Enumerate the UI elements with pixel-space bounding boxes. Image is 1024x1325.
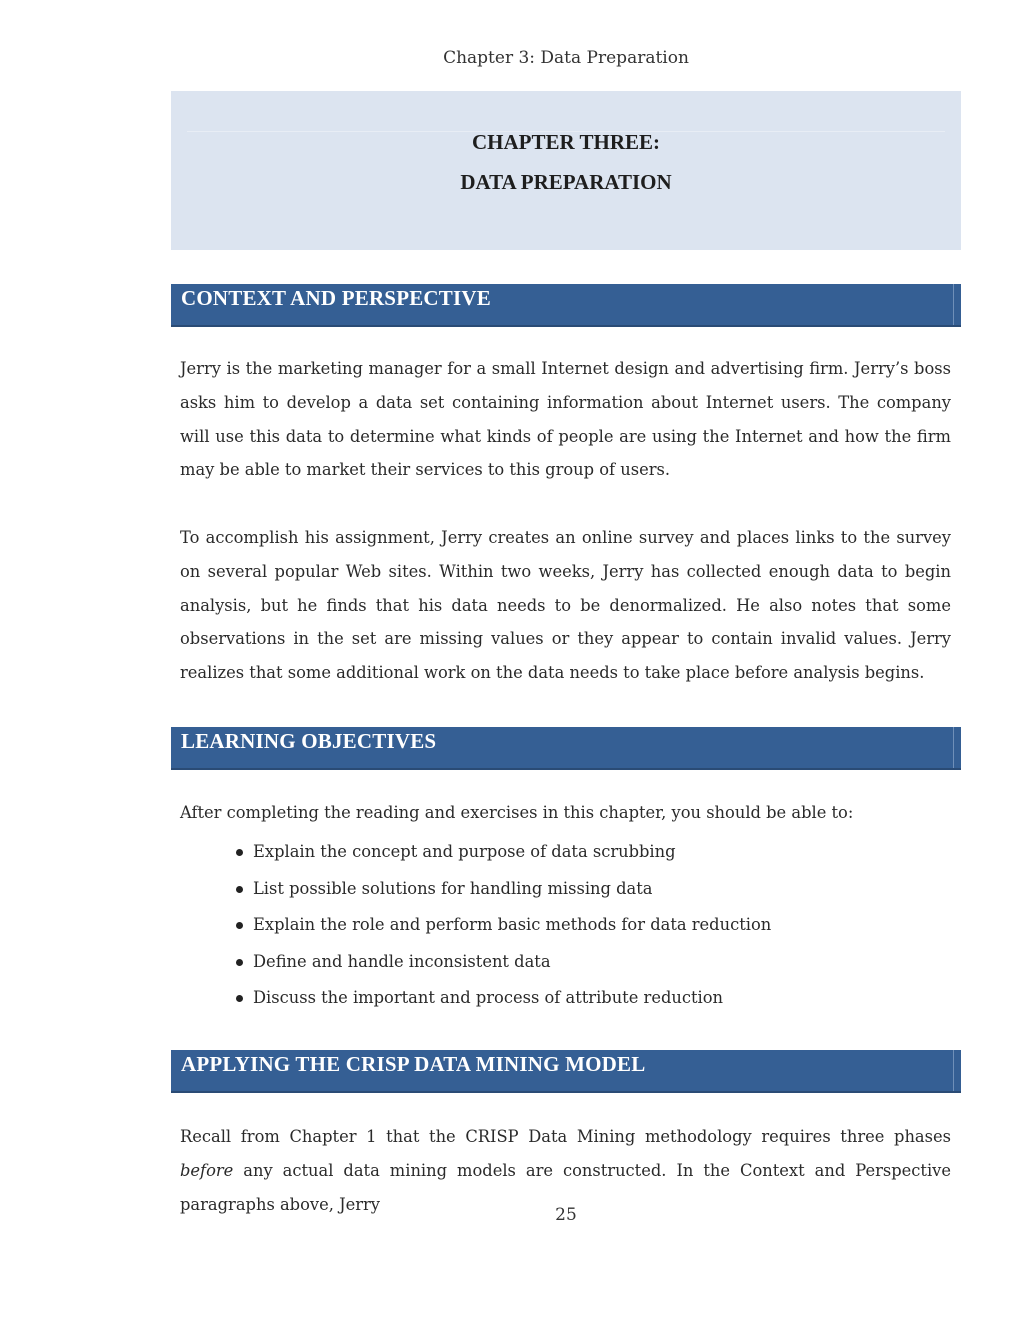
list-item: [236, 944, 936, 981]
chapter-number-title: CHAPTER THREE:: [471, 130, 661, 154]
objectives-intro: After completing the reading and exercises in this chapter, you should be able to:: [180, 803, 854, 822]
section-title: LEARNING OBJECTIVES: [181, 729, 437, 753]
decorative-rule: [953, 284, 954, 325]
bullet-icon: [236, 922, 243, 929]
page-number: 25: [555, 1205, 577, 1225]
paragraph-text: Recall from Chapter 1 that the CRISP Data Mining methodology requires three phases: [180, 1127, 951, 1146]
decorative-rule: [953, 727, 954, 768]
list-item-text: Explain the concept and purpose of data scrubbing: [253, 842, 676, 861]
list-item-text: Explain the role and perform basic methods for data reduction: [253, 915, 772, 935]
section-title: APPLYING THE CRISP DATA MINING MODEL: [181, 1052, 646, 1076]
list-item-text: Discuss the important and process of attribute reduction: [253, 988, 724, 1008]
list-item: [236, 834, 936, 871]
section-header-context: [171, 284, 961, 327]
bullet-icon: [236, 995, 243, 1002]
objectives-list: [236, 834, 936, 1017]
list-item: [236, 907, 936, 944]
section-title: CONTEXT AND PERSPECTIVE: [181, 286, 491, 310]
section-header-objectives: [171, 727, 961, 770]
list-item: [236, 980, 936, 1017]
running-header: Chapter 3: Data Preparation: [443, 48, 689, 68]
paragraph-text: any actual data mining models are constructed. In the Context and Perspective paragraphs above, Jerry: [180, 1160, 951, 1214]
decorative-rule: [953, 1050, 954, 1091]
bullet-icon: [236, 959, 243, 966]
section-header-crisp: [171, 1050, 961, 1093]
bullet-icon: [236, 886, 243, 893]
emphasized-text: before: [180, 1160, 234, 1180]
context-paragraph-1: Jerry is the marketing manager for a small Internet design and advertising firm. Jerry’s boss asks him to develop a data set containing information about Internet users. The company will use this data to determine what kinds of people are using the Internet and how the firm may be able to market their services to this group of users.: [180, 359, 951, 480]
context-paragraph-2: To accomplish his assignment, Jerry creates an online survey and places links to the survey on several popular Web sites. Within two weeks, Jerry has collected enough data to begin analysis, but he finds that his data needs to be denormalized. He also notes that some observations in the set are missing values or they appear to contain invalid values. Jerry realizes that some additional work on the data needs to take place before analysis begins.: [180, 528, 951, 683]
chapter-title-box: [171, 91, 961, 250]
bullet-icon: [236, 849, 243, 856]
list-item-text: Define and handle inconsistent data: [253, 951, 551, 971]
list-item-text: List possible solutions for handling missing data: [253, 878, 653, 898]
chapter-name-title: DATA PREPARATION: [460, 170, 672, 194]
list-item: [236, 871, 936, 908]
